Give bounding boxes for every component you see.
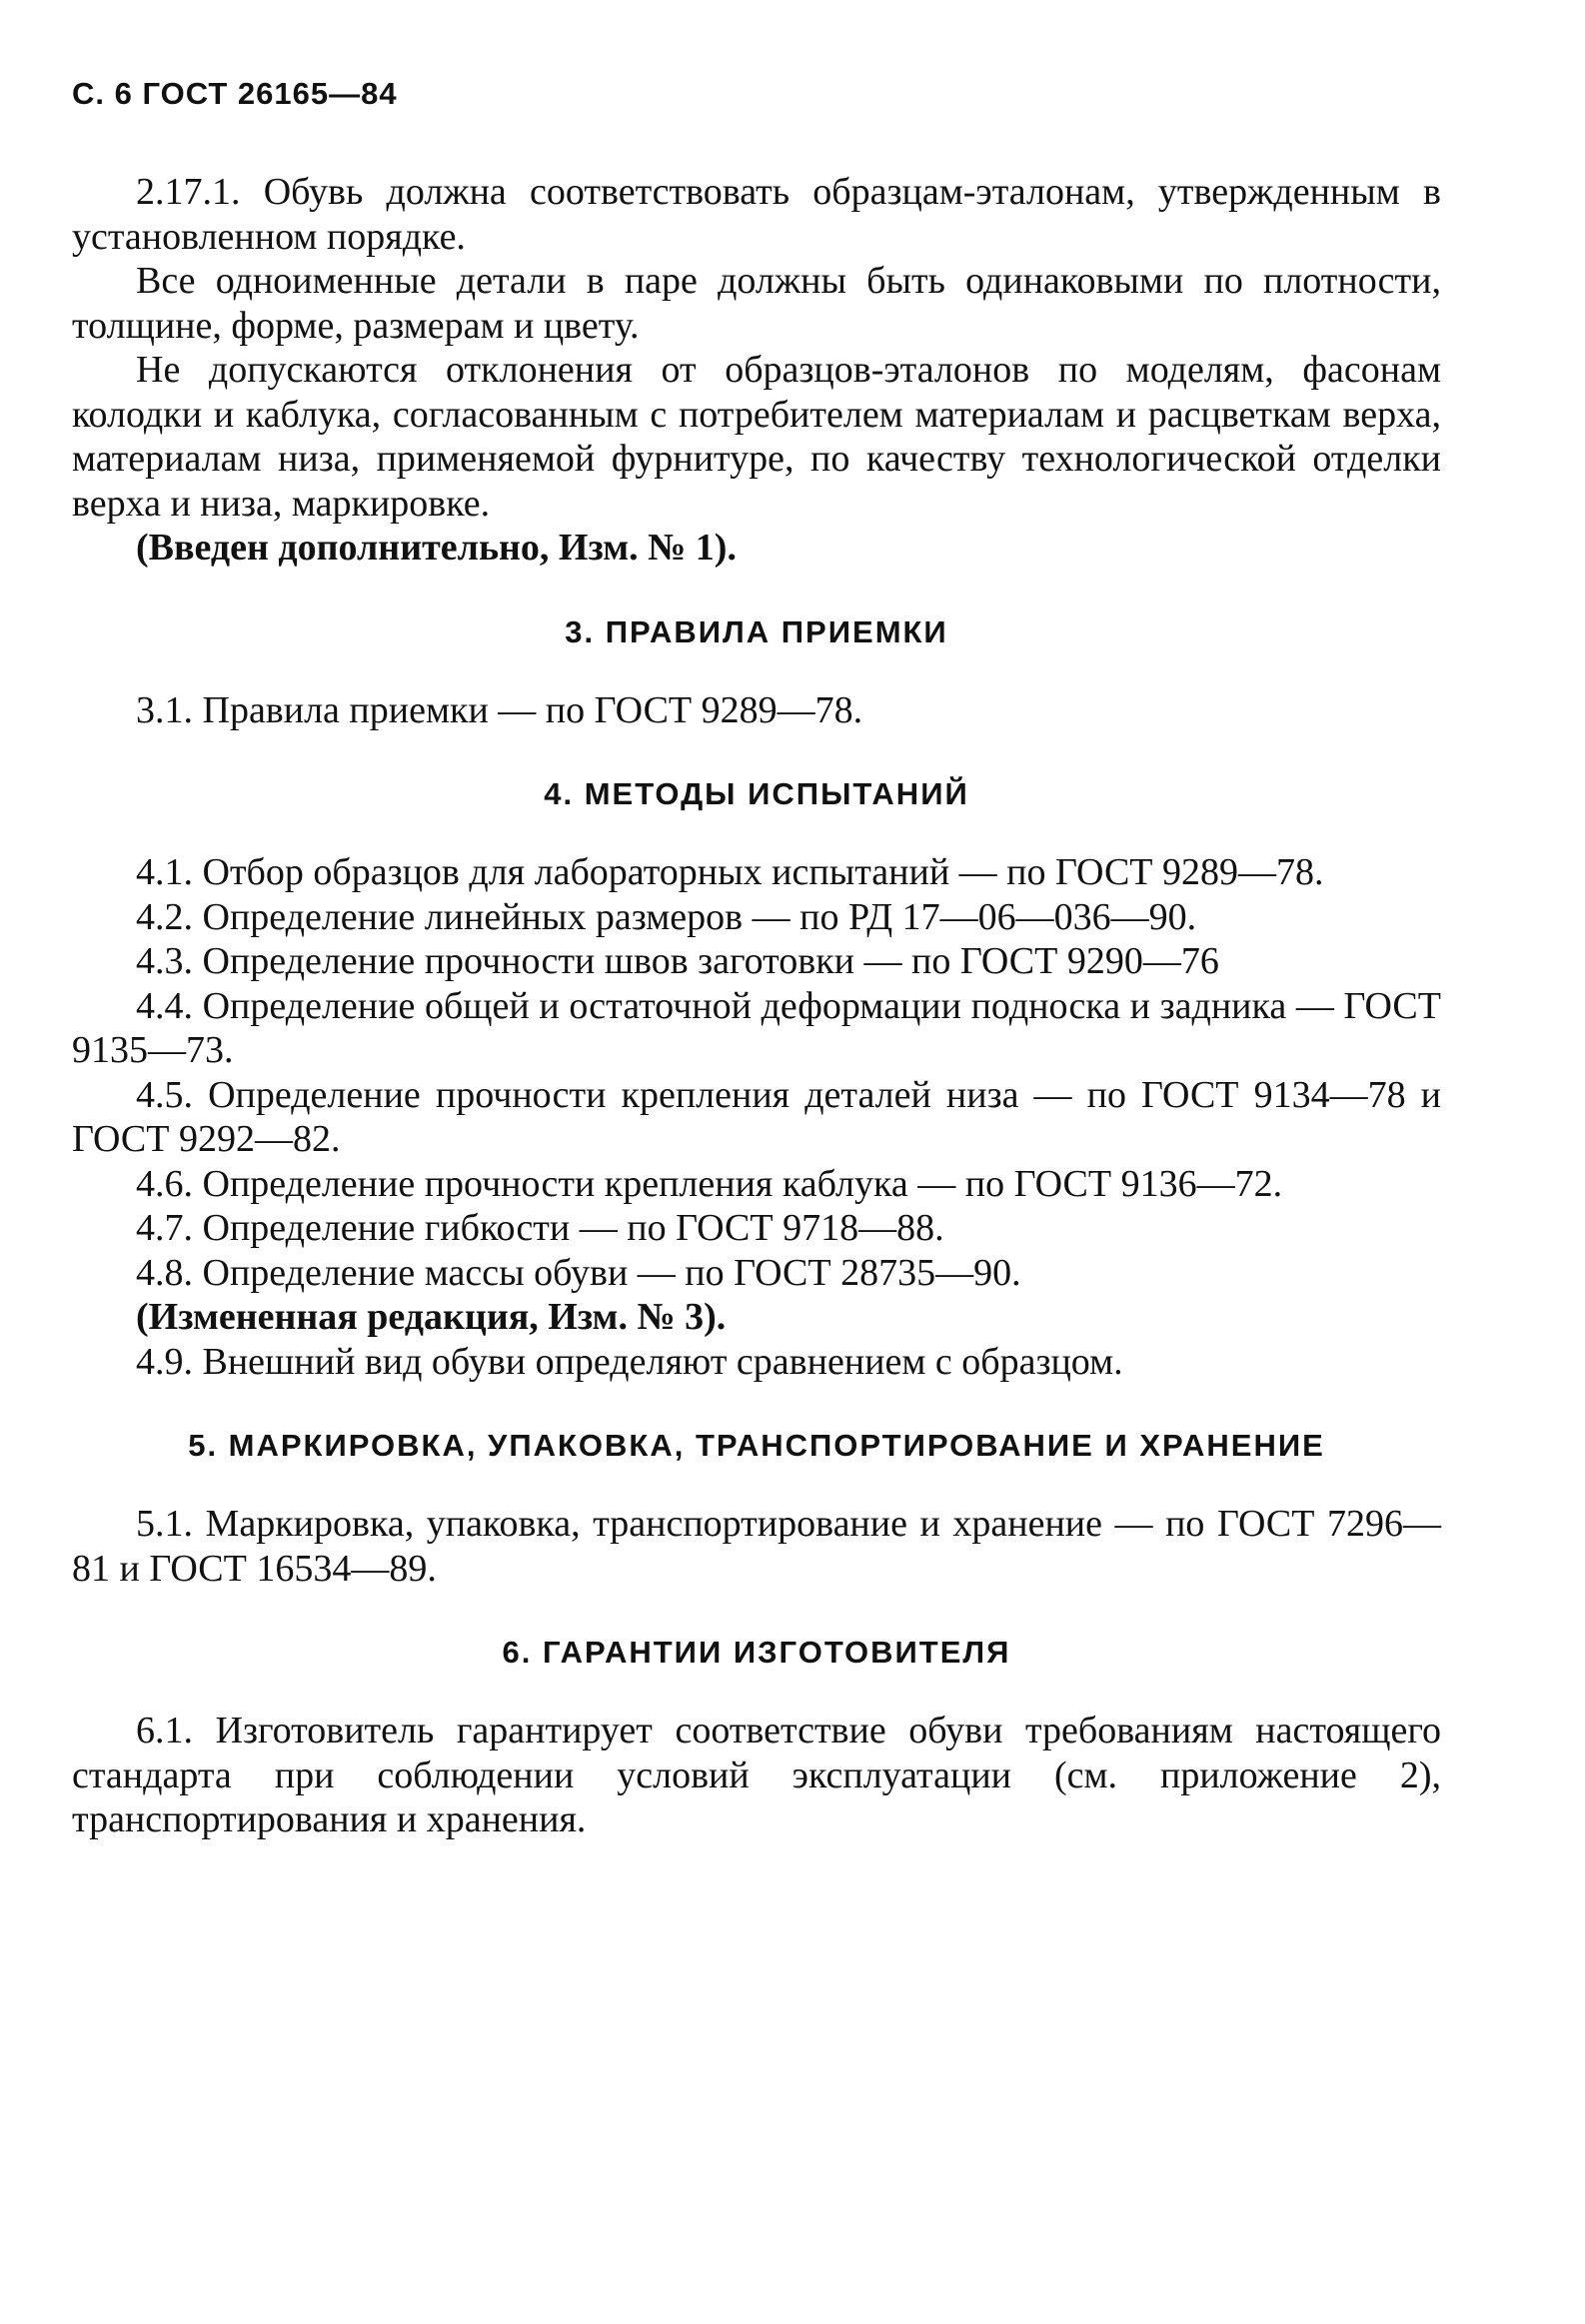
paragraph-4-3: 4.3. Определение прочности швов заготовки — по ГОСТ 9290—76 [136, 940, 1219, 982]
section-3-title: 3. ПРАВИЛА ПРИЕМКИ [565, 613, 948, 649]
paragraph-identical-parts: Все одноименные детали в паре должны быть одинаковыми по плотности, толщине, форме, размерам и цвету. [72, 260, 1441, 347]
paragraph-5-1: 5.1. Маркировка, упаковка, транспортирование и хранение — по ГОСТ 7296—81 и ГОСТ 16534—89. [72, 1503, 1441, 1590]
section-4-title: 4. МЕТОДЫ ИСПЫТАНИЙ [544, 776, 969, 811]
amendment-note-1: (Введен дополнительно, Изм. № 1). [136, 527, 737, 569]
amendment-note-3: (Измененная редакция, Изм. № 3). [136, 1296, 727, 1338]
section-5-title: 5. МАРКИРОВКА, УПАКОВКА, ТРАНСПОРТИРОВАНИЕ И ХРАНЕНИЕ [188, 1428, 1325, 1463]
paragraph-3-1: 3.1. Правила приемки — по ГОСТ 9289—78. [136, 688, 863, 731]
paragraph-4-2: 4.2. Определение линейных размеров — по РД 17—06—036—90. [136, 895, 1197, 938]
paragraph-2-17-1: 2.17.1. Обувь должна соответствовать образцам-эталонам, утвержденным в установленном порядке. [72, 171, 1441, 258]
paragraph-4-7: 4.7. Определение гибкости — по ГОСТ 9718—88. [136, 1207, 944, 1249]
page-header: С. 6 ГОСТ 26165—84 [72, 76, 398, 111]
paragraph-4-9: 4.9. Внешний вид обуви определяют сравнением с образцом. [136, 1340, 1123, 1383]
paragraph-4-5: 4.5. Определение прочности крепления деталей низа — по ГОСТ 9134—78 и ГОСТ 9292—82. [72, 1073, 1441, 1160]
paragraph-deviations: Не допускаются отклонения от образцов-эталонов по моделям, фасонам колодки и каблука, согласованным с потребителем материалам и расцветкам верха, материалам низа, применяемой фурнитуре, по качеству технологической отделки верха и низа, маркировке. [72, 349, 1441, 525]
paragraph-4-8: 4.8. Определение массы обуви — по ГОСТ 28735—90. [136, 1251, 1021, 1294]
section-6-title: 6. ГАРАНТИИ ИЗГОТОВИТЕЛЯ [502, 1635, 1011, 1670]
paragraph-6-1: 6.1. Изготовитель гарантирует соответствие обуви требованиям настоящего стандарта при соблюдении условий эксплуатации (см. приложение 2), транспортирования и хранения. [72, 1710, 1441, 1840]
document-body [72, 170, 1441, 1842]
paragraph-4-4: 4.4. Определение общей и остаточной деформации подноска и задника — ГОСТ 9135—73. [72, 984, 1441, 1071]
paragraph-4-6: 4.6. Определение прочности крепления каблука — по ГОСТ 9136—72. [136, 1162, 1283, 1205]
paragraph-4-1: 4.1. Отбор образцов для лабораторных испытаний — по ГОСТ 9289—78. [136, 851, 1324, 893]
